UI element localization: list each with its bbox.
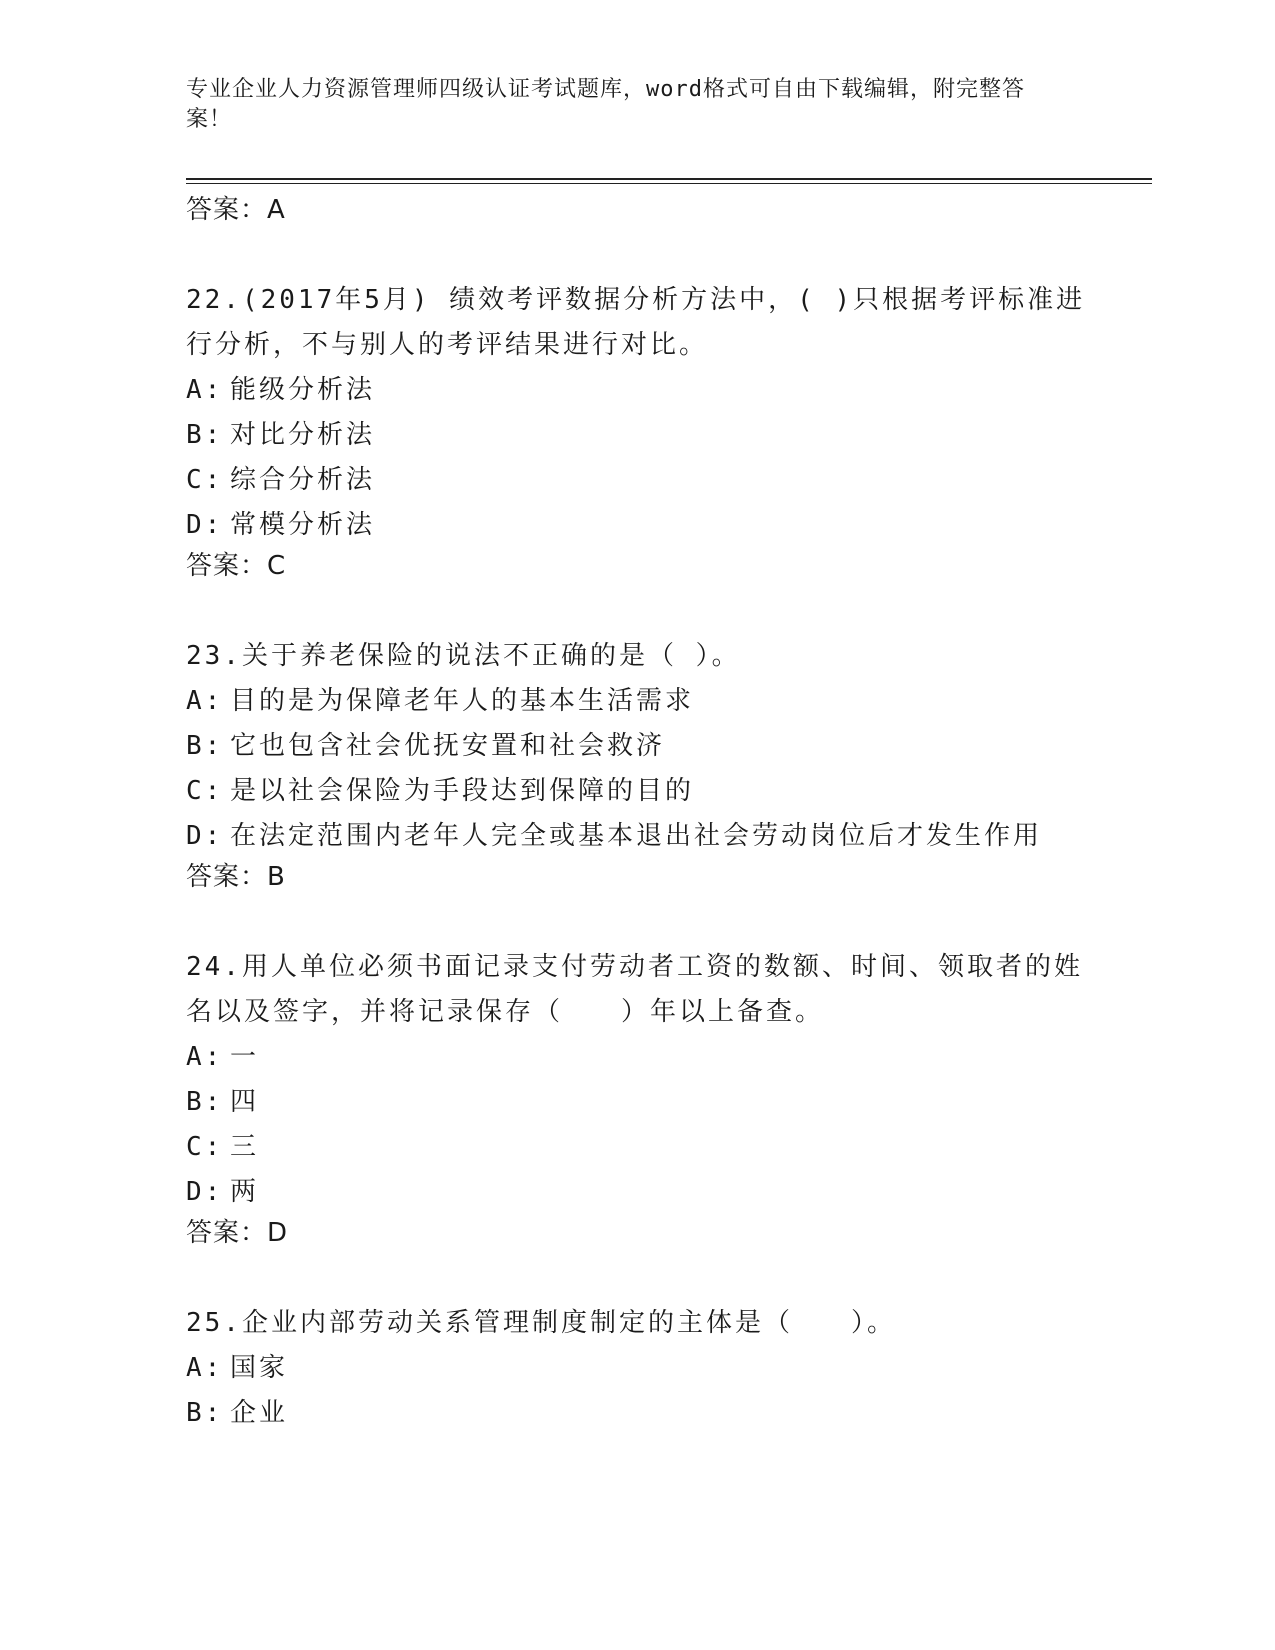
option-text: 国家 bbox=[230, 1353, 289, 1383]
option-letter: A: bbox=[186, 686, 224, 716]
document-header-note: 专业企业人力资源管理师四级认证考试题库，word格式可自由下载编辑，附完整答案！ bbox=[186, 77, 1025, 132]
option-letter: D: bbox=[186, 510, 224, 540]
option-letter: C: bbox=[186, 1132, 224, 1162]
option-letter: B: bbox=[186, 420, 224, 450]
option-letter: D: bbox=[186, 1177, 224, 1207]
option-b bbox=[186, 413, 1086, 458]
option-d bbox=[186, 814, 1086, 859]
option-d bbox=[186, 1170, 1086, 1215]
option-text: 它也包含社会优抚安置和社会救济 bbox=[230, 731, 666, 761]
question-block bbox=[186, 1301, 1086, 1436]
option-text: 目的是为保障老年人的基本生活需求 bbox=[230, 686, 695, 716]
question-block bbox=[186, 945, 1086, 1251]
option-text: 两 bbox=[230, 1177, 260, 1207]
option-text: 企业 bbox=[230, 1398, 289, 1428]
option-a bbox=[186, 1346, 1086, 1391]
question-text: 24.用人单位必须书面记录支付劳动者工资的数额、时间、领取者的姓名以及签字，并将记录保存（ ）年以上备查。 bbox=[186, 952, 1083, 1027]
option-text: 对比分析法 bbox=[230, 420, 376, 450]
option-letter: A: bbox=[186, 1042, 224, 1072]
option-text: 能级分析法 bbox=[230, 375, 376, 405]
option-letter: B: bbox=[186, 1398, 224, 1428]
question-text: 25.企业内部劳动关系管理制度制定的主体是（ ）。 bbox=[186, 1308, 896, 1338]
option-a bbox=[186, 1035, 1086, 1080]
question-block bbox=[186, 278, 1086, 584]
option-text: 是以社会保险为手段达到保障的目的 bbox=[230, 776, 695, 806]
question-text: 23.关于养老保险的说法不正确的是（ ）。 bbox=[186, 641, 741, 671]
question-block bbox=[186, 634, 1086, 895]
option-letter: B: bbox=[186, 731, 224, 761]
option-a bbox=[186, 679, 1086, 724]
option-text: 三 bbox=[230, 1132, 260, 1162]
option-c bbox=[186, 769, 1086, 814]
option-letter: D: bbox=[186, 821, 224, 851]
option-a bbox=[186, 368, 1086, 413]
answer-line: 答案：D bbox=[186, 1218, 289, 1248]
option-b bbox=[186, 1080, 1086, 1125]
option-c bbox=[186, 1125, 1086, 1170]
option-text: 在法定范围内老年人完全或基本退出社会劳动岗位后才发生作用 bbox=[230, 821, 1043, 851]
answer-line: 答案：A bbox=[186, 195, 286, 225]
option-text: 综合分析法 bbox=[230, 465, 376, 495]
question-text: 22.(2017年5月) 绩效考评数据分析方法中，( )只根据考评标准进行分析，不与别人的考评结果进行对比。 bbox=[186, 285, 1086, 360]
option-c bbox=[186, 458, 1086, 503]
option-letter: C: bbox=[186, 776, 224, 806]
option-text: 四 bbox=[230, 1087, 260, 1117]
option-letter: A: bbox=[186, 1353, 224, 1383]
answer-line: 答案：C bbox=[186, 551, 287, 581]
header-divider bbox=[186, 178, 1152, 180]
option-letter: B: bbox=[186, 1087, 224, 1117]
header-divider-thin bbox=[186, 183, 1152, 184]
option-letter: C: bbox=[186, 465, 224, 495]
option-b bbox=[186, 1391, 1086, 1436]
option-b bbox=[186, 724, 1086, 769]
option-text: 常模分析法 bbox=[230, 510, 376, 540]
option-letter: A: bbox=[186, 375, 224, 405]
option-text: 一 bbox=[230, 1042, 260, 1072]
answer-line: 答案：B bbox=[186, 862, 286, 892]
question-list bbox=[186, 192, 1086, 1436]
option-d bbox=[186, 503, 1086, 548]
